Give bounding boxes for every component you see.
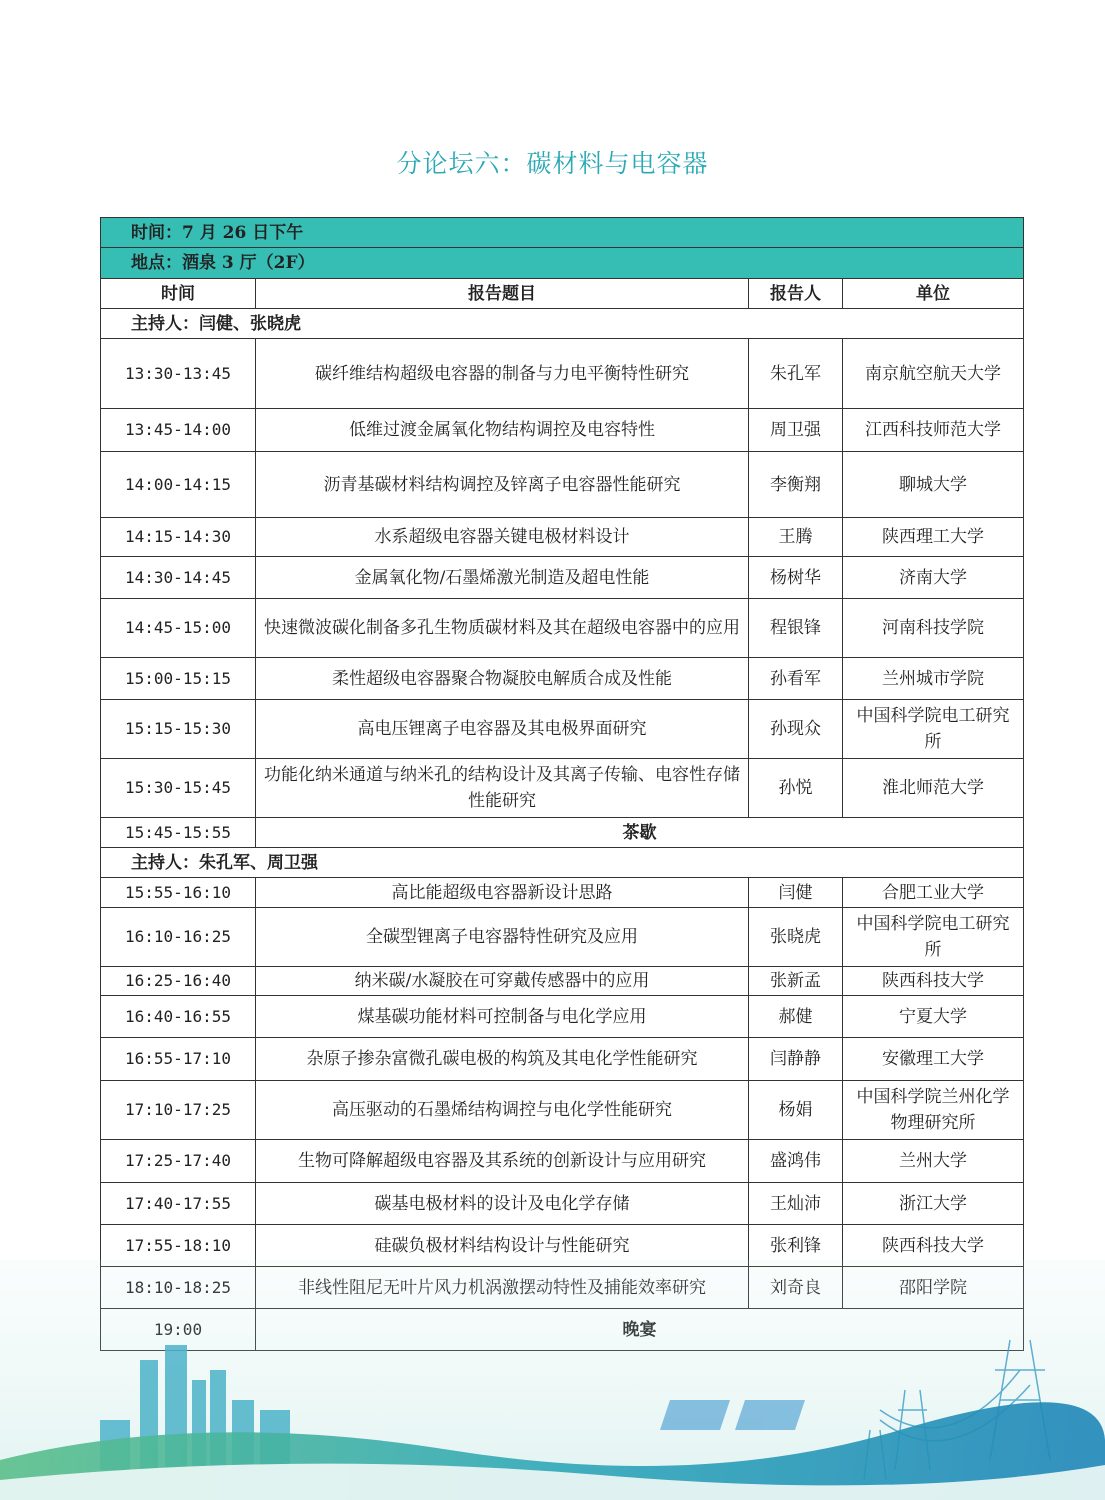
topic-cell: 沥青基碳材料结构调控及锌离子电容器性能研究 — [256, 452, 749, 518]
time-cell: 13:30-13:45 — [101, 339, 256, 409]
topic-cell: 纳米碳/水凝胶在可穿戴传感器中的应用 — [256, 967, 749, 996]
unit-cell: 中国科学院电工研究所 — [843, 700, 1024, 759]
time-cell: 14:00-14:15 — [101, 452, 256, 518]
footer-decoration — [0, 1260, 1105, 1500]
unit-cell: 中国科学院电工研究所 — [843, 908, 1024, 967]
header-unit: 单位 — [843, 279, 1024, 309]
speaker-cell: 孙看军 — [749, 658, 843, 700]
time-cell: 16:40-16:55 — [101, 996, 256, 1038]
speaker-cell: 杨树华 — [749, 557, 843, 599]
page-title: 分论坛六：碳材料与电容器 — [396, 149, 709, 178]
speaker-cell: 孙现众 — [749, 700, 843, 759]
time-cell: 16:55-17:10 — [101, 1038, 256, 1081]
table-row — [101, 967, 1024, 996]
speaker-cell: 郝健 — [749, 996, 843, 1038]
speaker-cell: 李衡翔 — [749, 452, 843, 518]
speaker-cell: 闫健 — [749, 878, 843, 908]
topic-cell: 碳纤维结构超级电容器的制备与力电平衡特性研究 — [256, 339, 749, 409]
unit-cell: 陕西科技大学 — [843, 967, 1024, 996]
table-row — [101, 1081, 1024, 1140]
host-label: 主持人：闫健、张晓虎 — [101, 309, 1024, 339]
unit-cell: 陕西科技大学 — [843, 1225, 1024, 1267]
unit-cell: 南京航空航天大学 — [843, 339, 1024, 409]
unit-cell: 兰州大学 — [843, 1140, 1024, 1183]
topic-cell: 高比能超级电容器新设计思路 — [256, 878, 749, 908]
table-row — [101, 996, 1024, 1038]
topic-cell: 硅碳负极材料结构设计与性能研究 — [256, 1225, 749, 1267]
tea-break-time: 15:45-15:55 — [101, 818, 256, 848]
speaker-cell: 刘奇良 — [749, 1267, 843, 1309]
unit-cell: 河南科技学院 — [843, 599, 1024, 658]
unit-cell: 江西科技师范大学 — [843, 409, 1024, 452]
speaker-cell: 闫静静 — [749, 1038, 843, 1081]
table-row — [101, 1038, 1024, 1081]
table-row — [101, 658, 1024, 700]
unit-cell: 合肥工业大学 — [843, 878, 1024, 908]
speaker-cell: 张晓虎 — [749, 908, 843, 967]
speaker-cell: 朱孔军 — [749, 339, 843, 409]
time-cell: 15:55-16:10 — [101, 878, 256, 908]
topic-cell: 水系超级电容器关键电极材料设计 — [256, 518, 749, 557]
speaker-cell: 孙悦 — [749, 759, 843, 818]
speaker-cell: 张利锋 — [749, 1225, 843, 1267]
time-cell: 16:25-16:40 — [101, 967, 256, 996]
unit-cell: 宁夏大学 — [843, 996, 1024, 1038]
header-time: 时间 — [101, 279, 256, 309]
unit-cell: 浙江大学 — [843, 1183, 1024, 1225]
time-cell: 17:55-18:10 — [101, 1225, 256, 1267]
speaker-cell: 王灿沛 — [749, 1183, 843, 1225]
time-cell: 17:40-17:55 — [101, 1183, 256, 1225]
unit-cell: 淮北师范大学 — [843, 759, 1024, 818]
speaker-cell: 王腾 — [749, 518, 843, 557]
table-row — [101, 700, 1024, 759]
topic-cell: 金属氧化物/石墨烯激光制造及超电性能 — [256, 557, 749, 599]
table-row — [101, 518, 1024, 557]
tea-break-row — [101, 818, 1024, 848]
time-cell: 14:15-14:30 — [101, 518, 256, 557]
topic-cell: 全碳型锂离子电容器特性研究及应用 — [256, 908, 749, 967]
time-cell: 16:10-16:25 — [101, 908, 256, 967]
time-cell: 15:30-15:45 — [101, 759, 256, 818]
header-speaker: 报告人 — [749, 279, 843, 309]
time-cell: 17:10-17:25 — [101, 1081, 256, 1140]
dinner-time: 19:00 — [101, 1309, 256, 1351]
speaker-cell: 杨娟 — [749, 1081, 843, 1140]
unit-cell: 兰州城市学院 — [843, 658, 1024, 700]
host-row — [101, 848, 1024, 878]
topic-cell: 杂原子掺杂富微孔碳电极的构筑及其电化学性能研究 — [256, 1038, 749, 1081]
table-row — [101, 908, 1024, 967]
unit-cell: 济南大学 — [843, 557, 1024, 599]
topic-cell: 生物可降解超级电容器及其系统的创新设计与应用研究 — [256, 1140, 749, 1183]
table-row — [101, 1183, 1024, 1225]
topic-cell: 低维过渡金属氧化物结构调控及电容特性 — [256, 409, 749, 452]
speaker-cell: 盛鸿伟 — [749, 1140, 843, 1183]
table-row — [101, 1140, 1024, 1183]
dinner-label: 晚宴 — [256, 1309, 1024, 1351]
speaker-cell: 周卫强 — [749, 409, 843, 452]
place-info: 地点：酒泉 3 厅（2F） — [101, 248, 1024, 279]
unit-cell: 聊城大学 — [843, 452, 1024, 518]
topic-cell: 高电压锂离子电容器及其电极界面研究 — [256, 700, 749, 759]
time-info-row — [101, 218, 1024, 248]
topic-cell: 煤基碳功能材料可控制备与电化学应用 — [256, 996, 749, 1038]
table-row — [101, 878, 1024, 908]
time-cell: 18:10-18:25 — [101, 1267, 256, 1309]
table-row — [101, 339, 1024, 409]
header-topic: 报告题目 — [256, 279, 749, 309]
topic-cell: 非线性阻尼无叶片风力机涡激摆动特性及捕能效率研究 — [256, 1267, 749, 1309]
schedule-table — [100, 217, 1024, 1351]
time-cell: 15:00-15:15 — [101, 658, 256, 700]
topic-cell: 高压驱动的石墨烯结构调控与电化学性能研究 — [256, 1081, 749, 1140]
topic-cell: 功能化纳米通道与纳米孔的结构设计及其离子传输、电容性存储性能研究 — [256, 759, 749, 818]
unit-cell: 安徽理工大学 — [843, 1038, 1024, 1081]
table-row — [101, 599, 1024, 658]
table-row — [101, 452, 1024, 518]
tea-break-label: 茶歇 — [256, 818, 1024, 848]
table-row — [101, 557, 1024, 599]
unit-cell: 陕西理工大学 — [843, 518, 1024, 557]
time-cell: 14:30-14:45 — [101, 557, 256, 599]
time-cell: 14:45-15:00 — [101, 599, 256, 658]
topic-cell: 柔性超级电容器聚合物凝胶电解质合成及性能 — [256, 658, 749, 700]
time-cell: 17:25-17:40 — [101, 1140, 256, 1183]
table-row — [101, 759, 1024, 818]
speaker-cell: 程银锋 — [749, 599, 843, 658]
unit-cell: 邵阳学院 — [843, 1267, 1024, 1309]
header-row — [101, 279, 1024, 309]
speaker-cell: 张新孟 — [749, 967, 843, 996]
time-info: 时间：7 月 26 日下午 — [101, 218, 1024, 248]
topic-cell: 碳基电极材料的设计及电化学存储 — [256, 1183, 749, 1225]
host-row — [101, 309, 1024, 339]
time-cell: 15:15-15:30 — [101, 700, 256, 759]
place-info-row — [101, 248, 1024, 279]
unit-cell: 中国科学院兰州化学物理研究所 — [843, 1081, 1024, 1140]
time-cell: 13:45-14:00 — [101, 409, 256, 452]
table-row — [101, 409, 1024, 452]
host-label: 主持人：朱孔军、周卫强 — [101, 848, 1024, 878]
topic-cell: 快速微波碳化制备多孔生物质碳材料及其在超级电容器中的应用 — [256, 599, 749, 658]
